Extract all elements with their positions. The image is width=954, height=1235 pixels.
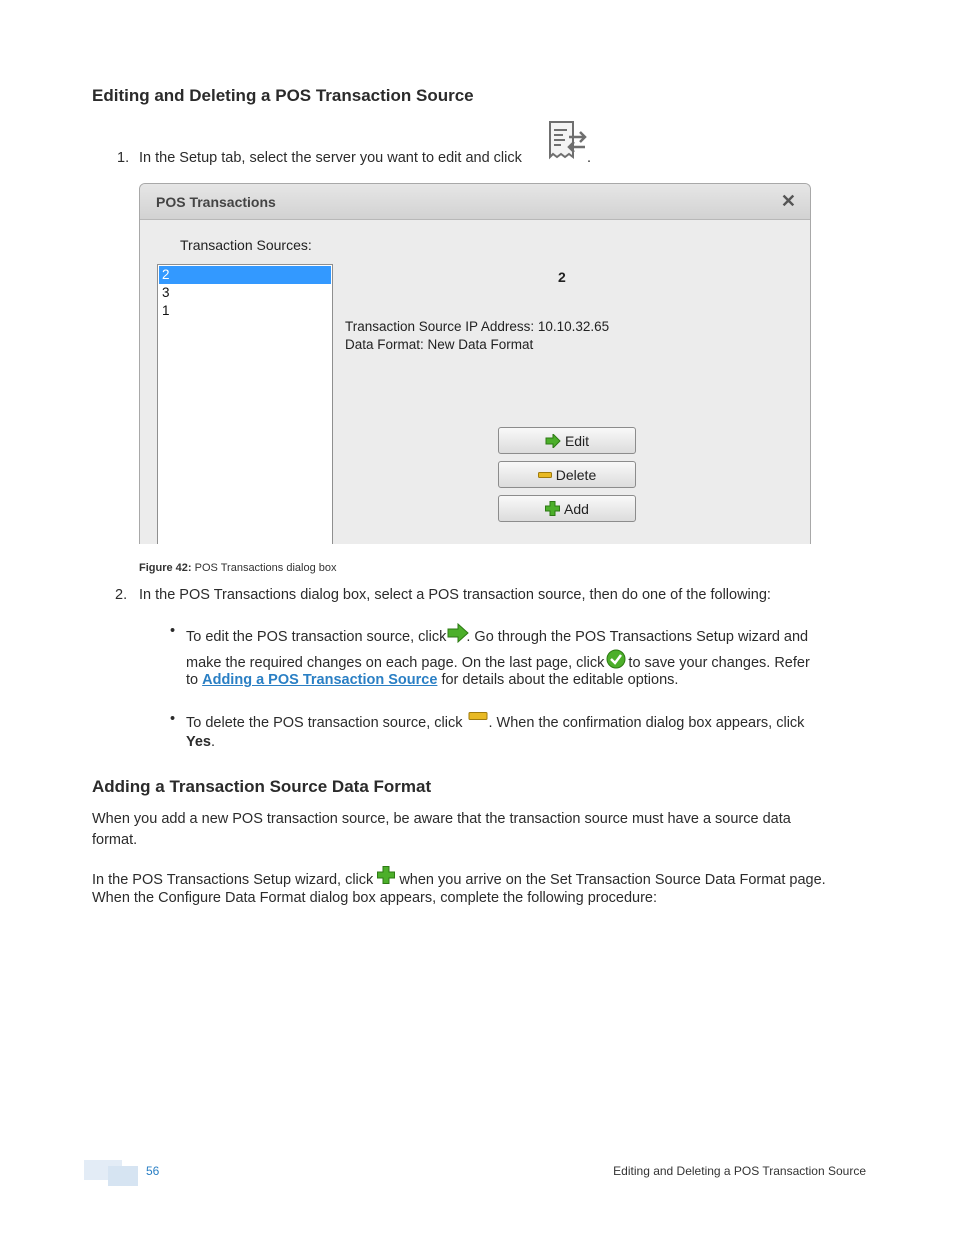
yellow-minus-icon (468, 711, 488, 721)
transaction-sources-listbox[interactable] (157, 264, 333, 544)
step-1-text-after: . (587, 150, 592, 166)
step-number-2: 2. (115, 587, 128, 603)
bullet-2-part2: . When the confirmation dialog box appears, click (488, 715, 805, 731)
bullet-2-bold: Yes (186, 734, 211, 750)
green-plus-icon (545, 501, 560, 516)
dialog-title: POS Transactions (156, 194, 276, 210)
add-button[interactable] (498, 495, 636, 522)
bullet-2-line-1 (186, 711, 804, 734)
figure-caption-text: POS Transactions dialog box (194, 562, 337, 574)
dialog-titlebar (140, 184, 810, 220)
list-item[interactable]: 2 (159, 266, 331, 284)
bullet-1-part1: To edit the POS transaction source, click (186, 629, 447, 645)
bullet-1-line2-part2: to save your changes. Refer (628, 655, 810, 671)
selected-source-name: 2 (558, 269, 566, 285)
footer-section-title: Editing and Deleting a POS Transaction Source (613, 1164, 866, 1178)
section-2-para-1-line-1: When you add a new POS transaction source, be aware that the transaction source must have a source data (92, 811, 791, 827)
list-item[interactable]: 1 (162, 303, 170, 318)
step-2-text: In the POS Transactions dialog box, select a POS transaction source, then do one of the following: (139, 587, 771, 603)
bullet-2-end: . (211, 734, 216, 750)
figure-caption (139, 562, 337, 574)
bullet-1-line-3 (186, 670, 678, 691)
footer-decoration (108, 1166, 138, 1186)
green-plus-icon (377, 866, 395, 884)
bullet-2-line-2 (186, 732, 215, 753)
green-checkmark-icon (606, 649, 626, 669)
bullet-1-line2-part1: make the required changes on each page. On the last page, click (186, 655, 605, 671)
figure-label: Figure 42: (139, 562, 192, 574)
section-heading-editing: Editing and Deleting a POS Transaction Source (92, 86, 474, 105)
bullet-1-line3-prefix: to (186, 672, 199, 688)
add-button-label: Add (564, 500, 589, 517)
bullet-dot: • (170, 623, 176, 639)
edit-button-label: Edit (564, 432, 590, 449)
transaction-sources-label: Transaction Sources: (180, 237, 312, 253)
delete-button-label: Delete (555, 466, 597, 483)
delete-button[interactable] (498, 461, 636, 488)
bullet-1-part2: . Go through the POS Transactions Setup wizard and (466, 629, 809, 645)
bullet-2-part1: To delete the POS transaction source, click (186, 715, 463, 731)
source-ip-address: Transaction Source IP Address: 10.10.32.65 (345, 319, 610, 334)
yellow-minus-icon (538, 471, 552, 479)
bullet-1-line3-suffix: for details about the editable options. (441, 672, 679, 688)
source-data-format: Data Format: New Data Format (345, 337, 534, 352)
section-heading-adding-format: Adding a Transaction Source Data Format (92, 777, 432, 796)
step-number-1: 1. (117, 150, 130, 166)
page-number: 56 (146, 1164, 160, 1178)
step-1-text (139, 148, 522, 169)
section-2-para-2-part2: when you arrive on the Set Transaction Source Data Format page. (399, 872, 826, 888)
pos-transactions-icon (547, 119, 589, 163)
bullet-dot: • (170, 711, 176, 727)
pos-transactions-dialog (139, 183, 811, 544)
adding-pos-transaction-source-link[interactable]: Adding a POS Transaction Source (202, 672, 438, 688)
edit-button[interactable] (498, 427, 636, 454)
section-2-para-2-line-2: When the Configure Data Format dialog box appears, complete the following procedure: (92, 890, 658, 906)
bullet-1-line-1 (186, 623, 808, 648)
section-2-para-1-line-2: format. (92, 832, 138, 848)
list-item[interactable]: 3 (162, 285, 170, 300)
step-1-text-before: In the Setup tab, select the server you want to edit and click (139, 150, 522, 166)
close-icon[interactable]: ✕ (780, 191, 796, 211)
green-arrow-right-icon (545, 434, 561, 448)
section-2-para-2-part1: In the POS Transactions Setup wizard, click (92, 872, 374, 888)
